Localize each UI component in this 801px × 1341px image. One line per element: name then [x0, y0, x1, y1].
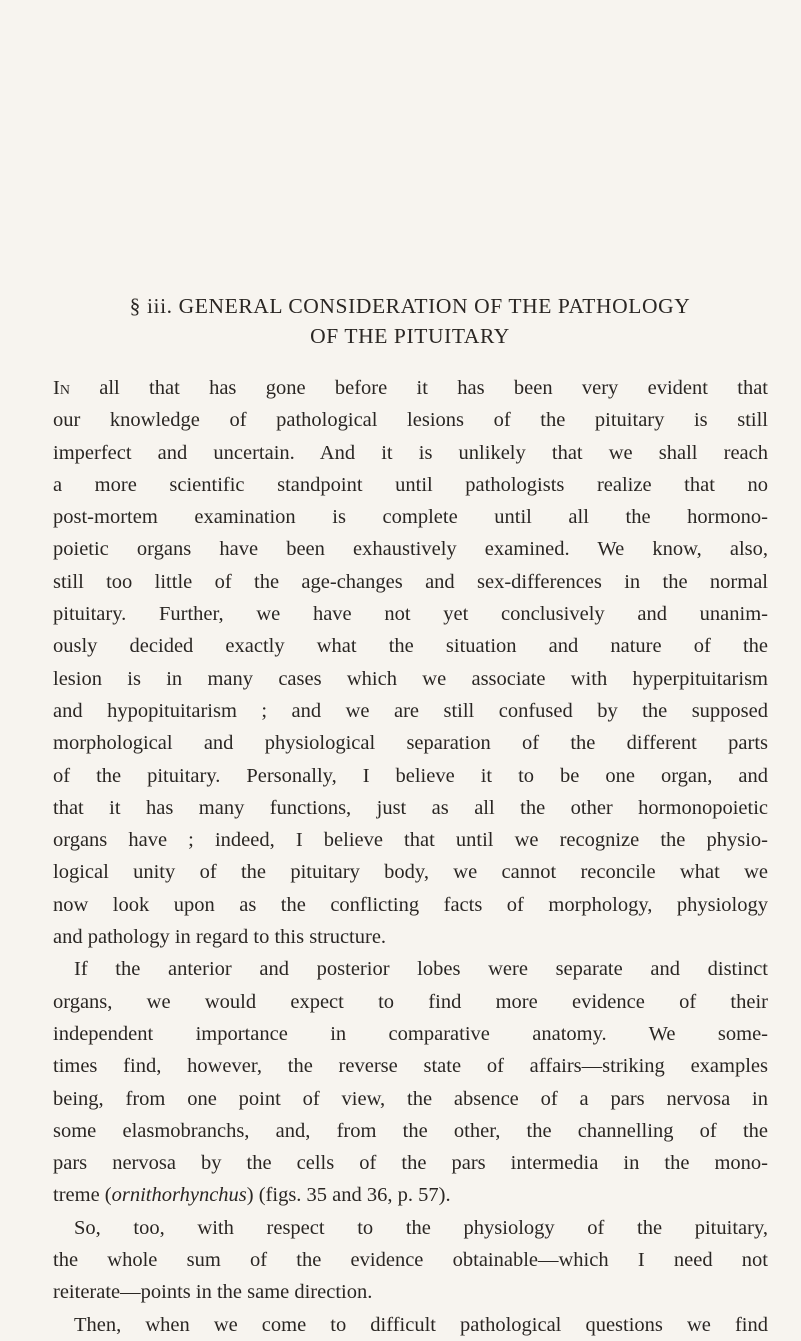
text-line: that it has many functions, just as all the other hormonopoietic [53, 796, 768, 819]
text-line: independent importance in comparative anatomy. We some- [53, 1022, 768, 1045]
text-line: times find, however, the reverse state of affairs—striking examples [53, 1055, 768, 1078]
text-line: treme (ornithorhynchus) (figs. 35 and 36, p. 57). [53, 1184, 451, 1207]
species-name: ornithorhynchus [111, 1184, 247, 1207]
text-line: lesion is in many cases which we associate with hyperpituitarism [53, 667, 768, 690]
section-heading-line-2: OF THE PITUITARY [310, 324, 510, 348]
drop-word: In [53, 377, 70, 399]
text-line: and pathology in regard to this structure. [53, 926, 387, 949]
text-line: post-mortem examination is complete until all the hormono- [53, 506, 768, 529]
text-line: of the pituitary. Personally, I believe it to be one organ, and [53, 764, 768, 787]
text-line: logical unity of the pituitary body, we cannot reconcile what we [53, 861, 768, 884]
text-line: imperfect and uncertain. And it is unlikely that we shall reach [53, 441, 768, 464]
section-heading [40, 291, 780, 351]
text-line: So, too, with respect to the physiology of the pituitary, [74, 1216, 768, 1239]
text-line: reiterate—points in the same direction. [53, 1281, 373, 1304]
text-line: organs have ; indeed, I believe that until we recognize the physio- [53, 829, 768, 852]
text-line: morphological and physiological separation of the different parts [53, 732, 768, 755]
section-heading-line-1: § iii. GENERAL CONSIDERATION OF THE PATHOLOGY [129, 294, 691, 318]
text-line: organs, we would expect to find more evidence of their [53, 990, 768, 1013]
text-line: a more scientific standpoint until pathologists realize that no [53, 473, 768, 496]
text-line: still too little of the age-changes and sex-differences in the normal [53, 570, 768, 593]
text-line: some elasmobranchs, and, from the other, the channelling of the [53, 1119, 768, 1142]
text-line: Then, when we come to difficult pathological questions we find [74, 1313, 768, 1336]
text-line: pars nervosa by the cells of the pars intermedia in the mono- [53, 1152, 768, 1175]
text-line: ously decided exactly what the situation and nature of the [53, 635, 768, 658]
text-line: and hypopituitarism ; and we are still confused by the supposed [53, 699, 768, 722]
text-line: being, from one point of view, the absence of a pars nervosa in [53, 1087, 768, 1110]
body-text [53, 372, 768, 1341]
text-line: pituitary. Further, we have not yet conclusively and unanim- [53, 603, 768, 626]
text-line: our knowledge of pathological lesions of the pituitary is still [53, 409, 768, 432]
text-line: poietic organs have been exhaustively examined. We know, also, [53, 538, 768, 561]
text-line: In all that has gone before it has been very evident that [53, 377, 768, 399]
text-line: now look upon as the conflicting facts of morphology, physiology [53, 893, 768, 916]
text-line: If the anterior and posterior lobes were separate and distinct [74, 958, 768, 981]
text-line: the whole sum of the evidence obtainable—which I need not [53, 1249, 768, 1272]
